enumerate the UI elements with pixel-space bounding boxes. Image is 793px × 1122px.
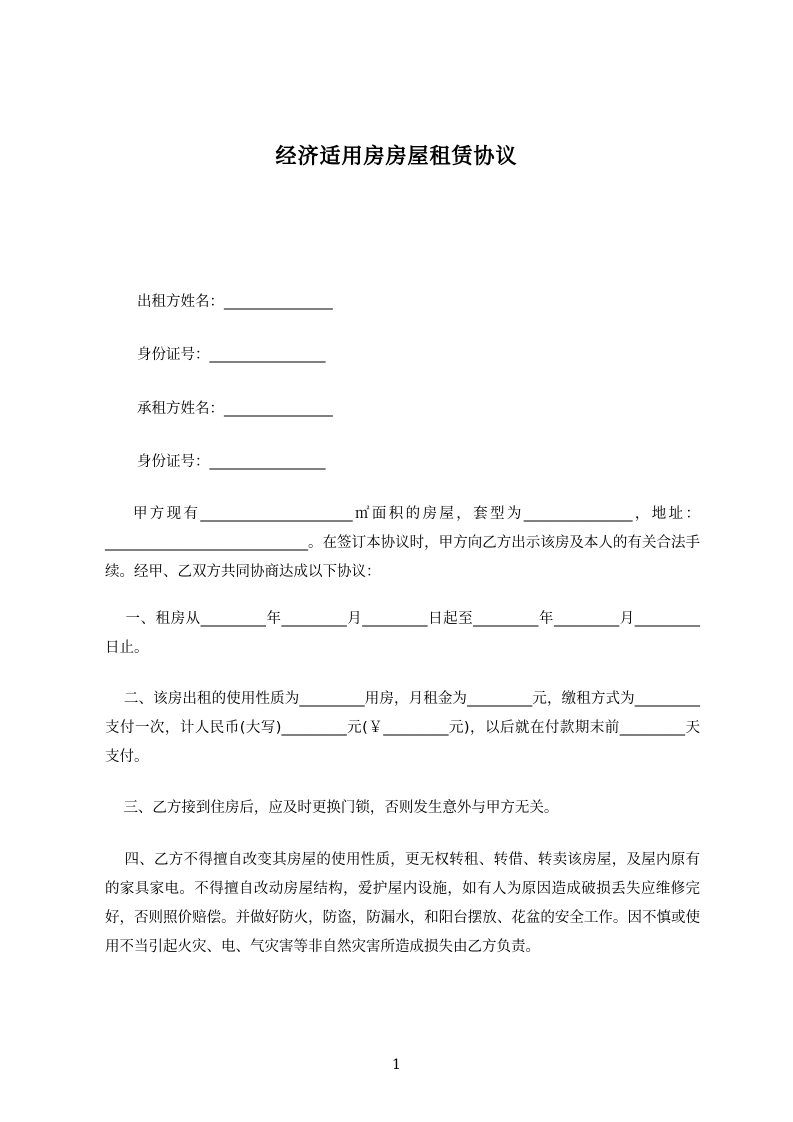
lessee-id-field: 身份证号：________________ bbox=[137, 454, 326, 470]
lessor-name-field: 出租方姓名：_______________ bbox=[137, 294, 333, 310]
paragraph-premises: 甲方现有_____________________㎡面积的房屋，套型为_______________，地址：____________________________。在签订本协议时，甲方向乙方出示该房及本人的有关合法手续。经甲、乙双方共同协商达成以下协议： bbox=[105, 506, 701, 580]
lessee-name-field: 承租方姓名：_______________ bbox=[137, 401, 333, 417]
document-title: 经济适用房房屋租赁协议 bbox=[275, 144, 518, 168]
paragraph-term: 一、租房从_________年_________月_________日起至_________年_________月_________日止。 bbox=[105, 611, 701, 656]
paragraph-usage-rules: 四、乙方不得擅自改变其房屋的使用性质，更无权转租、转借、转卖该房屋，及屋内原有的家具家电。不得擅自改动房屋结构，爱护屋内设施，如有人为原因造成破损丢失应维修完好，否则照价赔偿。并做好防火，防盗，防漏水，和阳台摆放、花盆的安全工作。因不慎或使用不当引起火灾、电、气灾害等非自然灾害所造成损失由乙方负责。 bbox=[105, 852, 701, 955]
page-number: 1 bbox=[392, 1057, 401, 1073]
paragraph-locks: 三、乙方接到住房后，应及时更换门锁，否则发生意外与甲方无关。 bbox=[105, 800, 559, 816]
lessor-id-field: 身份证号：________________ bbox=[137, 347, 326, 363]
paragraph-rent: 二、该房出租的使用性质为_________用房，月租金为_________元，缴租方式为_________支付一次，计人民币(大写)_________元(￥_________元)，以后就在付款期末前_________天支付。 bbox=[105, 691, 701, 765]
